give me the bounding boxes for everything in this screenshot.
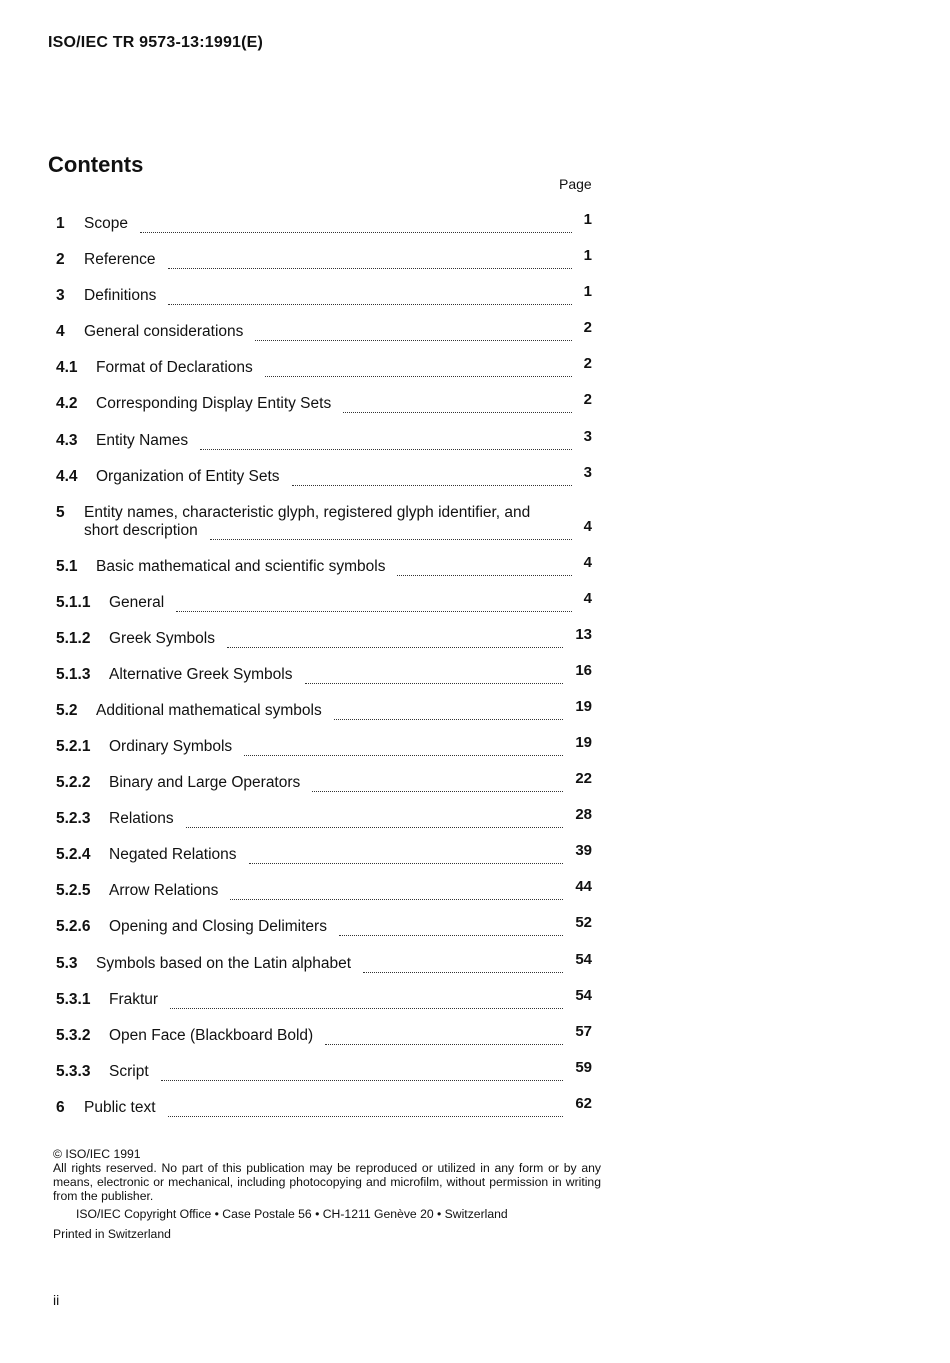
toc-entry[interactable] <box>56 953 592 975</box>
toc-entry[interactable] <box>56 285 592 307</box>
toc-dot-leader <box>244 747 563 756</box>
toc-dot-leader <box>255 332 572 341</box>
toc-entry-number: 5.2.2 <box>56 774 91 791</box>
toc-entry-page: 57 <box>575 1023 592 1040</box>
toc-entry-title: Scope <box>84 215 128 232</box>
toc-entry-page: 62 <box>575 1095 592 1112</box>
toc-entry-number: 4.4 <box>56 468 78 485</box>
toc-entry[interactable] <box>56 321 592 343</box>
toc-entry[interactable] <box>56 592 592 614</box>
toc-dot-leader <box>339 927 563 936</box>
toc-entry-number: 5.2.4 <box>56 846 91 863</box>
toc-entry-title-continued: short description <box>84 522 198 539</box>
toc-entry-page: 52 <box>575 914 592 931</box>
toc-dot-leader <box>170 1000 563 1009</box>
toc-dot-leader <box>325 1036 563 1045</box>
toc-entry-number: 5.2.1 <box>56 738 91 755</box>
toc-entry-title: Ordinary Symbols <box>109 738 233 755</box>
toc-entry-number: 1 <box>56 215 65 232</box>
toc-entry[interactable] <box>56 772 592 794</box>
toc-dot-leader <box>200 441 572 450</box>
toc-dot-leader <box>227 639 563 648</box>
toc-entry-number: 4.3 <box>56 432 78 449</box>
document-id-header: ISO/IEC TR 9573-13:1991(E) <box>48 34 264 51</box>
toc-dot-leader <box>334 711 563 720</box>
toc-dot-leader <box>312 783 563 792</box>
toc-entry-number: 4 <box>56 323 65 340</box>
toc-entry-page: 2 <box>583 355 592 372</box>
toc-dot-leader <box>168 296 572 305</box>
toc-entry-page: 4 <box>583 518 592 535</box>
toc-entry[interactable] <box>56 700 592 722</box>
toc-entry-number: 6 <box>56 1099 65 1116</box>
toc-dot-leader <box>168 260 572 269</box>
toc-entry[interactable] <box>56 502 592 539</box>
toc-entry-title: Format of Declarations <box>96 359 253 376</box>
toc-entry-title: Opening and Closing Delimiters <box>109 918 327 935</box>
copyright-notice <box>53 1147 601 1241</box>
toc-entry[interactable] <box>56 430 592 452</box>
toc-entry-page: 1 <box>583 247 592 264</box>
toc-entry-number: 5.3.1 <box>56 991 91 1008</box>
toc-entry-title: General considerations <box>84 323 244 340</box>
toc-entry-number: 5.3 <box>56 955 78 972</box>
toc-entry-title: Alternative Greek Symbols <box>109 666 293 683</box>
toc-entry-number: 5.2.6 <box>56 918 91 935</box>
toc-entry[interactable] <box>56 916 592 938</box>
toc-entry-number: 5.1.3 <box>56 666 91 683</box>
toc-entry-title: Symbols based on the Latin alphabet <box>96 955 352 972</box>
page-title: Contents <box>48 152 144 177</box>
toc-entry[interactable] <box>56 1061 592 1083</box>
toc-entry-title: Organization of Entity Sets <box>96 468 280 485</box>
toc-entry-number: 5.2 <box>56 702 78 719</box>
toc-entry-title: Basic mathematical and scientific symbols <box>96 558 386 575</box>
toc-entry-title: Greek Symbols <box>109 630 215 647</box>
toc-dot-leader <box>343 404 572 413</box>
toc-entry-page: 54 <box>575 951 592 968</box>
toc-entry-title: Entity names, characteristic glyph, registered glyph identifier, and <box>84 504 531 521</box>
toc-entry-page: 2 <box>583 319 592 336</box>
toc-entry-page: 22 <box>575 770 592 787</box>
toc-dot-leader <box>186 819 563 828</box>
toc-entry-number: 5.3.2 <box>56 1027 91 1044</box>
toc-entry[interactable] <box>56 880 592 902</box>
toc-entry-page: 28 <box>575 806 592 823</box>
toc-dot-leader <box>176 603 572 612</box>
toc-entry-number: 5.1.1 <box>56 594 91 611</box>
toc-entry[interactable] <box>56 628 592 650</box>
toc-entry-number: 5.1.2 <box>56 630 91 647</box>
toc-entry[interactable] <box>56 808 592 830</box>
toc-entry[interactable] <box>56 213 592 235</box>
toc-dot-leader <box>265 368 572 377</box>
toc-entry-page: 3 <box>583 428 592 445</box>
toc-entry[interactable] <box>56 1097 592 1119</box>
toc-entry-page: 59 <box>575 1059 592 1076</box>
toc-entry[interactable] <box>56 989 592 1011</box>
toc-entry-page: 1 <box>583 211 592 228</box>
printed-in: Printed in Switzerland <box>53 1227 171 1241</box>
toc-entry[interactable] <box>56 664 592 686</box>
toc-dot-leader <box>161 1072 563 1081</box>
toc-entry-page: 1 <box>583 283 592 300</box>
toc-entry-page: 16 <box>575 662 592 679</box>
toc-entry-title: General <box>109 594 165 611</box>
toc-entry-page: 44 <box>575 878 592 895</box>
toc-entry-title: Fraktur <box>109 991 159 1008</box>
toc-entry[interactable] <box>56 357 592 379</box>
toc-entry-title: Entity Names <box>96 432 189 449</box>
toc-entry-title: Negated Relations <box>109 846 237 863</box>
toc-entry-number: 2 <box>56 251 65 268</box>
toc-entry-number: 5.1 <box>56 558 78 575</box>
toc-entry-page: 19 <box>575 734 592 751</box>
toc-entry-page: 4 <box>583 554 592 571</box>
toc-entry-number: 5.2.3 <box>56 810 91 827</box>
toc-entry-title: Additional mathematical symbols <box>96 702 322 719</box>
toc-entry-title: Public text <box>84 1099 156 1116</box>
toc-entry[interactable] <box>56 249 592 271</box>
toc-entry[interactable] <box>56 844 592 866</box>
page-number: ii <box>53 1292 60 1308</box>
toc-entry-title: Script <box>109 1063 149 1080</box>
toc-entry[interactable] <box>56 556 592 578</box>
toc-entry-page: 4 <box>583 590 592 607</box>
toc-entry-page: 3 <box>583 464 592 481</box>
toc-entry-title: Open Face (Blackboard Bold) <box>109 1027 314 1044</box>
toc-entry-page: 13 <box>575 626 592 643</box>
toc-entry-title: Definitions <box>84 287 157 304</box>
toc-entry-page: 54 <box>575 987 592 1004</box>
toc-dot-leader <box>210 531 572 540</box>
toc-entry-title: Relations <box>109 810 174 827</box>
toc-entry-title: Corresponding Display Entity Sets <box>96 395 332 412</box>
toc-entry-number: 5.2.5 <box>56 882 91 899</box>
toc-entry-title: Binary and Large Operators <box>109 774 301 791</box>
toc-entry-number: 4.2 <box>56 395 78 412</box>
toc-dot-leader <box>249 855 563 864</box>
toc-dot-leader <box>305 675 563 684</box>
page-column-label: Page <box>559 176 592 192</box>
toc-dot-leader <box>230 891 563 900</box>
toc-entry-number: 4.1 <box>56 359 78 376</box>
toc-entry-number: 3 <box>56 287 65 304</box>
toc-dot-leader <box>363 964 563 973</box>
toc-entry-title: Reference <box>84 251 156 268</box>
toc-entry[interactable] <box>56 736 592 758</box>
toc-entry[interactable] <box>56 1025 592 1047</box>
toc-entry-title: Arrow Relations <box>109 882 219 899</box>
toc-entry-page: 39 <box>575 842 592 859</box>
copyright-office-address: ISO/IEC Copyright Office • Case Postale 56 • CH-1211 Genève 20 • Switzerland <box>76 1207 508 1221</box>
toc-entry[interactable] <box>56 466 592 488</box>
rights-statement: All rights reserved. No part of this publication may be reproduced or utilized in any form or by any means, electronic or mechanical, including photocopying and microfilm, without permission in writing from the publisher. <box>53 1161 601 1203</box>
toc-entry-number: 5 <box>56 504 65 521</box>
toc-dot-leader <box>140 224 572 233</box>
toc-dot-leader <box>292 477 572 486</box>
toc-entry-page: 19 <box>575 698 592 715</box>
toc-dot-leader <box>397 567 572 576</box>
toc-entry[interactable] <box>56 393 592 415</box>
toc-entry-page: 2 <box>583 391 592 408</box>
toc-dot-leader <box>168 1108 563 1117</box>
copyright-line: © ISO/IEC 1991 <box>53 1147 141 1161</box>
toc-entry-number: 5.3.3 <box>56 1063 91 1080</box>
